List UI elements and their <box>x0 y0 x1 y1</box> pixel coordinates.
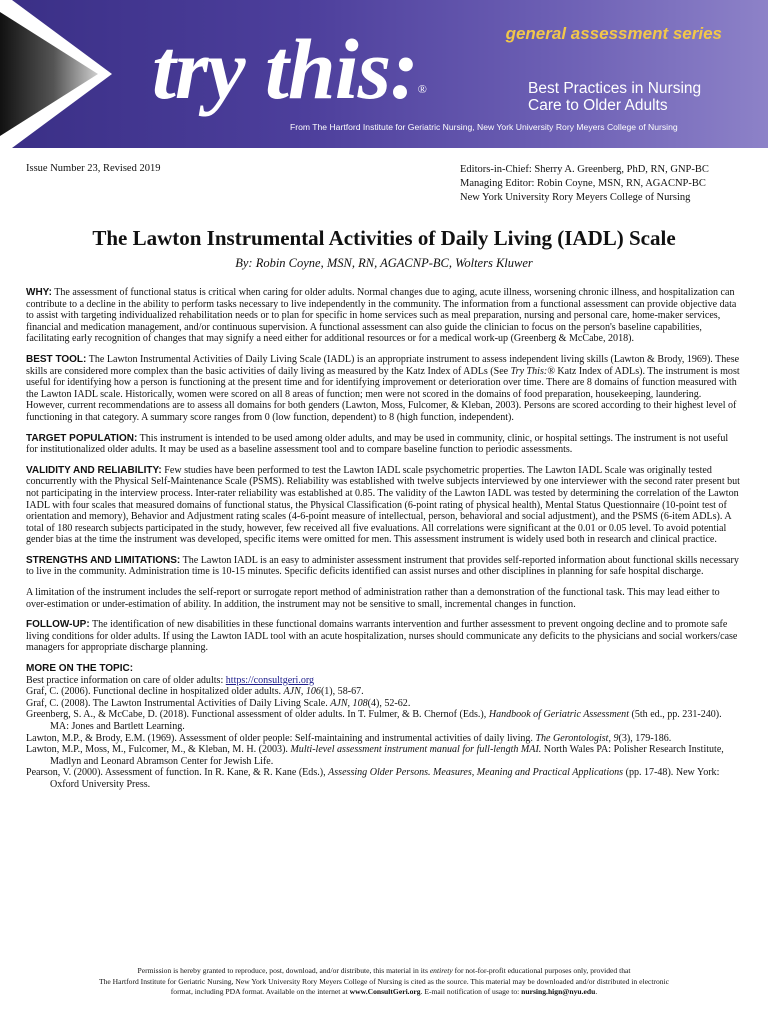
section-why: WHY: The assessment of functional status is critical when caring for older adults. Normal changes due to aging, acute illness, worsening chronic illness, and hospitalization can contribute to a decline in the ability to perform tasks necessary to live independently in the community. The information from a functional assessment can provide objective data to assist with targeting individualized rehabilitation needs or to plan for specific in home services such as meal preparation, nursing and personal care, home-maker services, financial and medication management, and/or continuous supervision. A functional assessment can also guide the clinician to focus on the person's baseline capabilities, facilitating early recognition of changes that may signify a need either for additional resources or for a medical work-up (Greenberg & McCabe, 2018). <box>26 287 737 345</box>
reference-item: Lawton, M.P., Moss, M., Fulcomer, M., & Kleban, M. H. (2003). Multi-level assessment instrument manual for full-length MAI. North Wales PA: Polisher Research Institute, Madlyn and Leonard Abramson Center for Jewish Life. <box>26 744 724 767</box>
header-banner <box>0 0 768 148</box>
reference-item: Graf, C. (2008). The Lawton Instrumental Activities of Daily Living Scale. AJN, 108(4), 52-62. <box>26 697 411 709</box>
reference-intro: Best practice information on care of older adults: https://consultgeri.org <box>26 674 315 686</box>
reference-item: Pearson, V. (2000). Assessment of function. In R. Kane, & R. Kane (Eds.), Assessing Older Persons. Measures, Meaning and Practical Applications (pp. 17-48). New York: Oxford University Press. <box>26 767 720 790</box>
article-body <box>26 287 742 791</box>
reference-item: Graf, C. (2006). Functional decline in hospitalized older adults. AJN, 106(1), 58-67. <box>26 686 364 698</box>
tagline: Best Practices in Nursing Care to Older Adults <box>528 80 702 114</box>
section-target-population: TARGET POPULATION: This instrument is intended to be used among older adults, and may be used in community, clinic, or hospital settings. The instrument is not useful for institutionalized older adults. It may be used as a baseline assessment tool and to compare baseline function to periodic assessments. <box>26 432 729 456</box>
consultgeri-link[interactable]: https://consultgeri.org <box>225 674 315 686</box>
section-strengths: STRENGTHS AND LIMITATIONS: The Lawton IADL is an easy to administer assessment instrument that provides self-reported information about functional skills necessary to live in the community. Administration time is 10-15 minutes. Specific deficits identified can assist nurses and other disciplines in planning for safe hospital discharge. <box>26 554 739 578</box>
page-title: The Lawton Instrumental Activities of Daily Living (IADL) Scale <box>92 226 676 250</box>
section-follow-up: FOLLOW-UP: The identification of new disabilities in these functional domains warrants intervention and further assessment to prevent ongoing decline and to promote safe living conditions for older adults. If using the Lawton IADL tool with an acute hospitalization, nurses should communicate any deficits to the physicians and social workers/case managers for appropriate discharge planning. <box>26 619 738 654</box>
reference-item: Lawton, M.P., & Brody, E.M. (1969). Assessment of older people: Self-maintaining and instrumental activities of daily living. The Gerontologist, 9(3), 179-186. <box>26 732 672 744</box>
try-this-logo: try this:® <box>152 21 426 117</box>
registered-mark: ® <box>417 82 426 96</box>
byline: By: Robin Coyne, MSN, RN, AGACNP-BC, Wolters Kluwer <box>235 256 533 270</box>
series-label: general assessment series <box>505 24 722 43</box>
section-validity: VALIDITY AND RELIABILITY: Few studies have been performed to test the Lawton IADL scale psychometric properties. The Lawton IADL Scale was originally tested concurrently with the Physical Self-Maintenance Scale (PSMS). Reliability was established with twelve subjects interviewed by one interviewer with the second rater present but not participating in the interview process. Inter-rater reliability was established at 0.85. The validity of the Lawton IADL was tested by determining the correlation of the Lawton IADL with four scales that measured domains of functional status, the Physical Classification (6-point rating of physical health), Mental Status Questionnaire (10-point test of orientation and memory), Behavior and Adjustment rating scales (4-6-point measure of intellectual, person, behavioral and social adjustment), and the PSMS (6-item ADLs). A total of 180 research subjects participated in the study, however, few received all five evaluations. All correlations were significant at the 0.01 or 0.05 level. To avoid potential gender bias at the time the instrument was developed, specific items were omitted for men. This assessment instrument is widely used both in research and clinical practice. <box>26 464 740 546</box>
issue-number: Issue Number 23, Revised 2019 <box>26 163 161 174</box>
footer-email-link[interactable]: nursing.hign@nyu.edu <box>521 987 596 996</box>
section-best-tool: BEST TOOL: The Lawton Instrumental Activities of Daily Living Scale (IADL) is an appropriate instrument to assess independent living skills (Lawton & Brody, 1969). These skills are considered more complex than the basic activities of daily living as measured by the Katz Index of ADLs (See Try This:® Katz Index of ADLs). The instrument is most useful for identifying how a person is functioning at the present time and for identifying improvement or deterioration over time. There are 8 domains of function measured with the Lawton IADL scale. Historically, women were scored on all 8 areas of function; men were not scored in the domains of food preparation, housekeeping, laundering. However, current recommendations are to assess all domains for both genders (Lawton, Moss, Fulcomer, & Kleban, 2003). Persons are scored according to their highest level of functioning in that category. A summary score ranges from 0 (low function, dependent) to 8 (high function, independent). <box>26 353 740 423</box>
arrow-graphic <box>0 0 170 148</box>
editors-block: Editors-in-Chief: Sherry A. Greenberg, PhD, RN, GNP-BC Managing Editor: Robin Coyne, MSN, RN, AGACNP-BC New York University Rory Meyers College of Nursing <box>460 164 709 203</box>
permission-footer: Permission is hereby granted to reproduce, post, download, and/or distribute, this material in its entirety for not-for-profit educational purposes only, provided that The Hartford Institute for Geriatric Nursing, New York University Rory Meyers College of Nursing is cited as the source. This material may be downloaded and/or distributed in electronic format, including PDA format. Available on the internet at www.ConsultGeri.org. E-mail notification of usage to: nursing.hign@nyu.edu. <box>98 966 670 996</box>
institution-line: From The Hartford Institute for Geriatric Nursing, New York University Rory Meyers College of Nursing <box>290 122 678 132</box>
section-limitation: A limitation of the instrument includes the self-report or surrogate report method of administration rather than a demonstration of the functional task. This may lead either to over-estimation or under-estimation of ability. In addition, the instrument may not be sensitive to small, incremental changes in function. <box>26 587 720 610</box>
more-heading: MORE ON THE TOPIC: <box>26 663 134 675</box>
footer-website-link[interactable]: www.ConsultGeri.org <box>349 987 421 996</box>
references <box>26 675 742 791</box>
reference-item: Greenberg, S. A., & McCabe, D. (2018). Functional assessment of older adults. In T. Fulmer, & B. Chernof (Eds.), Handbook of Geriatric Assessment (5th ed., pp. 231-240). MA: Jones and Bartlett Learning. <box>26 709 722 732</box>
